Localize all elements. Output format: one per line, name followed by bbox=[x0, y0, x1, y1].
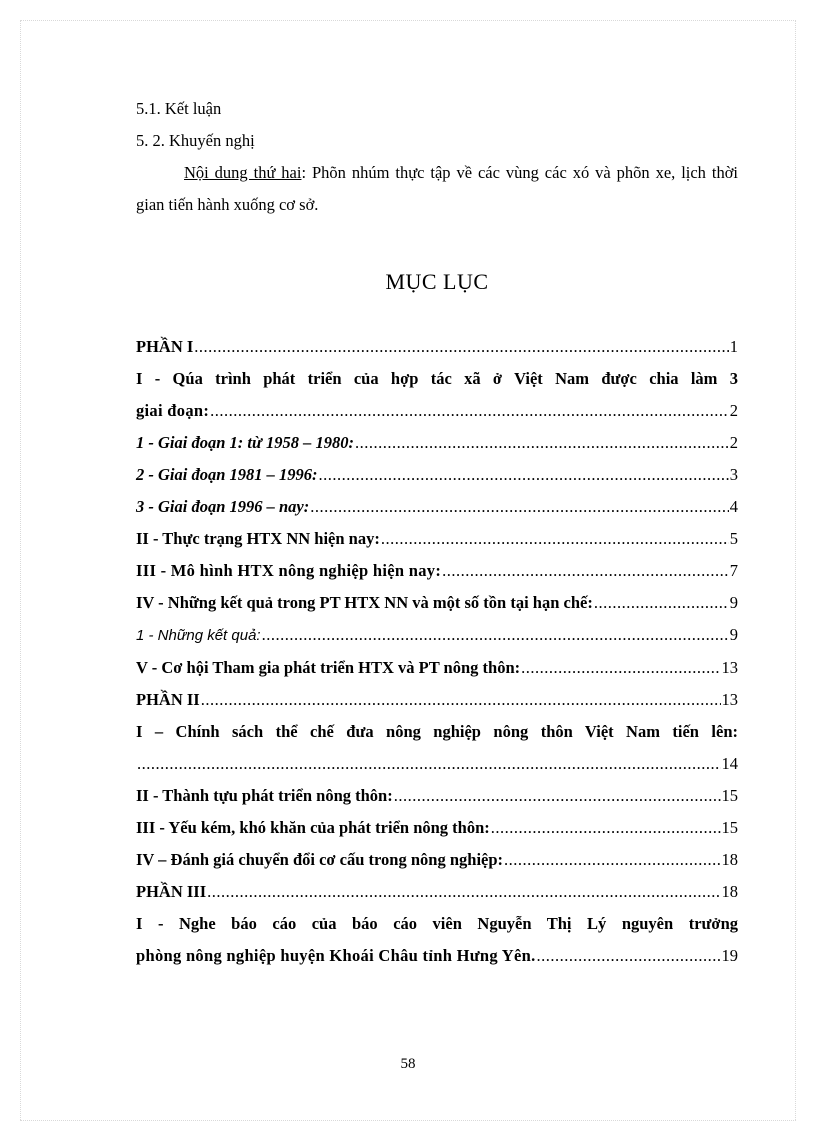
toc-leader bbox=[394, 780, 721, 812]
toc-leader bbox=[201, 684, 721, 716]
toc-entry[interactable] bbox=[136, 587, 738, 619]
toc-entry[interactable] bbox=[136, 908, 738, 972]
toc-leader bbox=[207, 876, 720, 908]
toc-leader bbox=[137, 748, 721, 780]
toc-page: 19 bbox=[721, 946, 738, 965]
toc-leader bbox=[310, 491, 729, 523]
toc-leader bbox=[355, 427, 729, 459]
toc-leader bbox=[319, 459, 729, 491]
toc-page: 2 bbox=[729, 401, 738, 420]
toc-label: IV – Đánh giá chuyển đổi cơ cấu trong nông nghiệp: bbox=[136, 850, 504, 869]
toc-label-line2: phòng nông nghiệp huyện Khoái Châu tỉnh Hưng Yên. bbox=[136, 946, 536, 965]
toc-entry[interactable] bbox=[136, 619, 738, 652]
toc-page: 1 bbox=[729, 337, 738, 356]
toc-label: III - Mô hình HTX nông nghiệp hiện nay: bbox=[136, 561, 442, 580]
toc-leader bbox=[442, 555, 729, 587]
toc-leader bbox=[537, 940, 721, 972]
toc-page: 5 bbox=[729, 529, 738, 548]
toc-entry[interactable] bbox=[136, 363, 738, 427]
toc-entry[interactable] bbox=[136, 780, 738, 812]
toc-entry[interactable] bbox=[136, 491, 738, 523]
toc-leader bbox=[491, 812, 721, 844]
toc-page: 18 bbox=[721, 882, 738, 901]
toc-label: 1 - Những kết quả: bbox=[136, 627, 261, 644]
toc-label: IV - Những kết quả trong PT HTX NN và một số tồn tại hạn chế: bbox=[136, 593, 593, 612]
toc-label-line1: I - Qúa trình phát triển của hợp tác xã ở Việt Nam được chia làm 3 bbox=[136, 369, 738, 388]
toc-label: 3 - Giai đoạn 1996 – nay: bbox=[136, 497, 310, 516]
toc-page: 3 bbox=[729, 465, 738, 484]
toc-leader bbox=[594, 587, 729, 619]
toc-entry[interactable] bbox=[136, 427, 738, 459]
toc-entry[interactable] bbox=[136, 812, 738, 844]
toc-label-line2: giai đoạn: bbox=[136, 401, 210, 420]
toc-label: PHẦN I bbox=[136, 337, 194, 356]
toc-page: 4 bbox=[729, 497, 738, 516]
intro-line-1: 5.1. Kết luận bbox=[136, 99, 222, 118]
toc-page: 14 bbox=[721, 754, 738, 773]
toc-label-line1: I – Chính sách thể chế đưa nông nghiệp nông thôn Việt Nam tiến lên: bbox=[136, 722, 738, 741]
intro-paragraph bbox=[136, 157, 738, 221]
toc-label: V - Cơ hội Tham gia phát triển HTX và PT nông thôn: bbox=[136, 658, 521, 677]
toc-entry[interactable] bbox=[136, 331, 738, 363]
toc-leader bbox=[381, 523, 729, 555]
toc-entry[interactable] bbox=[136, 555, 738, 587]
toc-page: 15 bbox=[721, 818, 738, 837]
toc-entry[interactable] bbox=[136, 523, 738, 555]
table-of-contents bbox=[136, 331, 738, 972]
para-text: : Phõn nhúm thực tập về các vùng các xó và phõn xe, lịch thời gian tiến hành xuống cơ sở. bbox=[136, 163, 739, 214]
document-body bbox=[136, 93, 738, 972]
toc-page: 7 bbox=[729, 561, 738, 580]
toc-leader bbox=[210, 395, 729, 427]
toc-page: 9 bbox=[729, 625, 738, 644]
page-bottom-line bbox=[20, 1120, 796, 1121]
toc-label: PHẦN II bbox=[136, 690, 200, 709]
toc-leader bbox=[194, 331, 728, 363]
toc-page: 13 bbox=[721, 658, 738, 677]
toc-page: 18 bbox=[721, 850, 738, 869]
toc-page: 9 bbox=[729, 593, 738, 612]
toc-entry[interactable] bbox=[136, 459, 738, 491]
toc-label-line1: I - Nghe báo cáo của báo cáo viên Nguyễn Thị Lý nguyên trưởng bbox=[136, 914, 738, 933]
toc-page: 13 bbox=[721, 690, 738, 709]
toc-page: 2 bbox=[729, 433, 738, 452]
toc-label: PHẦN III bbox=[136, 882, 207, 901]
para-label: Nội dung thứ hai bbox=[184, 163, 302, 182]
toc-leader bbox=[504, 844, 720, 876]
toc-leader bbox=[521, 652, 720, 684]
toc-entry[interactable] bbox=[136, 684, 738, 716]
toc-label: 2 - Giai đoạn 1981 – 1996: bbox=[136, 465, 318, 484]
intro-line-2: 5. 2. Khuyến nghị bbox=[136, 131, 255, 150]
toc-label: II - Thành tựu phát triển nông thôn: bbox=[136, 786, 393, 805]
toc-entry[interactable] bbox=[136, 844, 738, 876]
toc-title: MỤC LỤC bbox=[385, 269, 489, 294]
toc-leader bbox=[262, 619, 729, 651]
toc-entry[interactable] bbox=[136, 876, 738, 908]
toc-entry[interactable] bbox=[136, 652, 738, 684]
toc-label: III - Yếu kém, khó khăn của phát triển nông thôn: bbox=[136, 818, 490, 837]
toc-entry[interactable] bbox=[136, 716, 738, 780]
page-number: 58 bbox=[400, 1056, 416, 1072]
toc-page: 15 bbox=[721, 786, 738, 805]
toc-label: 1 - Giai đoạn 1: từ 1958 – 1980: bbox=[136, 433, 354, 452]
toc-label: II - Thực trạng HTX NN hiện nay: bbox=[136, 529, 380, 548]
